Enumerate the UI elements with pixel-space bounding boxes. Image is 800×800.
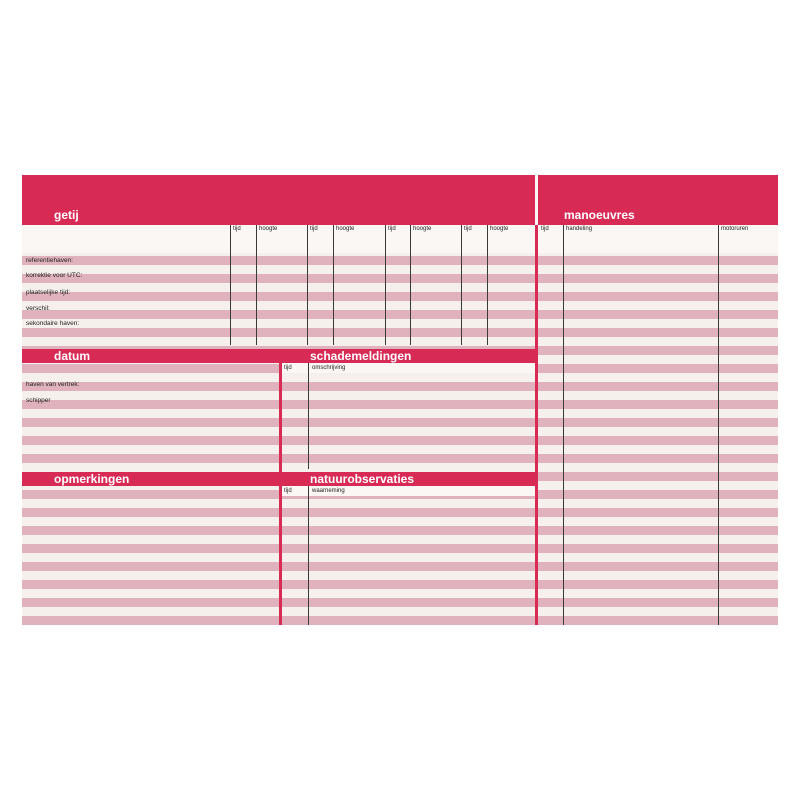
section-title-datum: datum (54, 349, 90, 363)
top-band (22, 175, 778, 225)
section-title-schademeldingen: schademeldingen (310, 349, 412, 363)
getij-divider (385, 225, 386, 345)
getij-divider (333, 225, 334, 345)
getij-divider (410, 225, 411, 345)
schade-col-tijd: tijd (284, 365, 292, 371)
section-title-natuurobservaties: natuurobservaties (310, 472, 415, 486)
getij-col-hoogte-1: hoogte (259, 226, 278, 232)
getij-header-strip (22, 225, 535, 253)
natuur-col-tijd: tijd (284, 488, 292, 494)
manoeuvres-divider (718, 225, 719, 625)
schade-divider (308, 363, 309, 469)
manoeuvres-col-tijd: tijd (541, 226, 549, 232)
getij-divider (487, 225, 488, 345)
section-title-getij: getij (54, 208, 79, 222)
natuur-col-waarneming: waarneming (312, 488, 345, 494)
getij-divider (307, 225, 308, 345)
section-title-opmerkingen: opmerkingen (54, 472, 130, 486)
getij-row-label: sekondaire haven: (26, 320, 80, 327)
getij-divider (461, 225, 462, 345)
logbook-page (22, 175, 778, 625)
getij-col-tijd-1: tijd (233, 226, 241, 232)
getij-divider (256, 225, 257, 345)
manoeuvres-divider (563, 225, 564, 625)
getij-row-label: plaatselijke tijd: (26, 289, 71, 296)
getij-divider (230, 225, 231, 345)
getij-row-label: verschil: (26, 305, 50, 312)
getij-row-label: korrektie voor UTC: (26, 272, 83, 279)
getij-col-tijd-2: tijd (310, 226, 318, 232)
manoeuvres-col-motoruren: motoruren (721, 226, 749, 232)
datum-label: schipper (26, 397, 51, 404)
getij-col-hoogte-3: hoogte (413, 226, 432, 232)
getij-col-hoogte-4: hoogte (490, 226, 509, 232)
top-band-gap (535, 175, 538, 225)
schade-col-omschrijving: omschrijving (312, 365, 346, 371)
getij-col-hoogte-2: hoogte (336, 226, 355, 232)
right-column-separator (535, 225, 538, 625)
getij-col-tijd-4: tijd (464, 226, 472, 232)
getij-col-tijd-3: tijd (388, 226, 396, 232)
natuur-divider (308, 486, 309, 625)
manoeuvres-col-handeling: handeling (566, 226, 593, 232)
section-title-manoeuvres: manoeuvres (564, 208, 635, 222)
datum-label: haven van vertrek: (26, 381, 80, 388)
getij-row-label: referentiehaven: (26, 257, 73, 264)
